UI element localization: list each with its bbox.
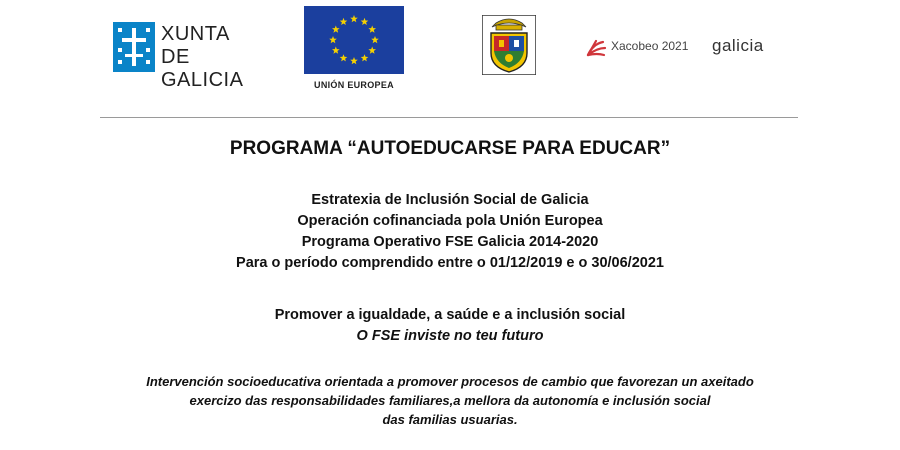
coat-of-arms-logo bbox=[482, 15, 536, 75]
galicia-wordmark: galicia bbox=[712, 36, 764, 55]
promo-text bbox=[0, 305, 900, 347]
xunta-line1: XUNTA bbox=[161, 23, 230, 45]
description bbox=[0, 372, 900, 429]
info-line: Para o período comprendido entre o 01/12/2019 e o 30/06/2021 bbox=[236, 255, 664, 271]
program-title: PROGRAMA “AUTOEDUCARSE PARA EDUCAR” bbox=[229, 138, 671, 159]
info-line: Estratexia de Inclusión Social de Galicia bbox=[311, 192, 589, 208]
description-line: exercizo das responsabilidades familiares,a mellora da autonomía e inclusión social bbox=[189, 393, 711, 408]
description-line: das familias usuarias. bbox=[382, 412, 518, 427]
xunta-wordmark bbox=[161, 23, 273, 92]
xunta-logo bbox=[113, 22, 273, 91]
eu-caption: UNIÓN EUROPEA bbox=[314, 80, 394, 90]
xacobeo-shell-icon bbox=[585, 36, 607, 58]
fse-slogan: O FSE inviste no teu futuro bbox=[356, 328, 544, 344]
xacobeo-text: Xacobeo 2021 bbox=[611, 39, 689, 53]
header-divider bbox=[100, 117, 798, 118]
promo-line: Promover a igualdade, a saúde e a inclusión social bbox=[274, 307, 626, 323]
xunta-line2: DE GALICIA bbox=[161, 46, 244, 91]
coat-of-arms-icon bbox=[482, 15, 536, 75]
info-line: Programa Operativo FSE Galicia 2014-2020 bbox=[301, 234, 599, 250]
description-line: Intervención socioeducativa orientada a promover procesos de cambio que favorezan un axeitado bbox=[146, 374, 754, 389]
logo-header bbox=[0, 0, 900, 100]
eu-flag-icon bbox=[304, 6, 404, 74]
galicia-logo bbox=[712, 36, 792, 58]
program-info bbox=[0, 190, 900, 274]
xunta-emblem-icon bbox=[113, 22, 155, 72]
xacobeo-logo bbox=[585, 36, 697, 58]
info-line: Operación cofinanciada pola Unión Europea bbox=[297, 213, 603, 229]
eu-logo bbox=[304, 6, 404, 94]
